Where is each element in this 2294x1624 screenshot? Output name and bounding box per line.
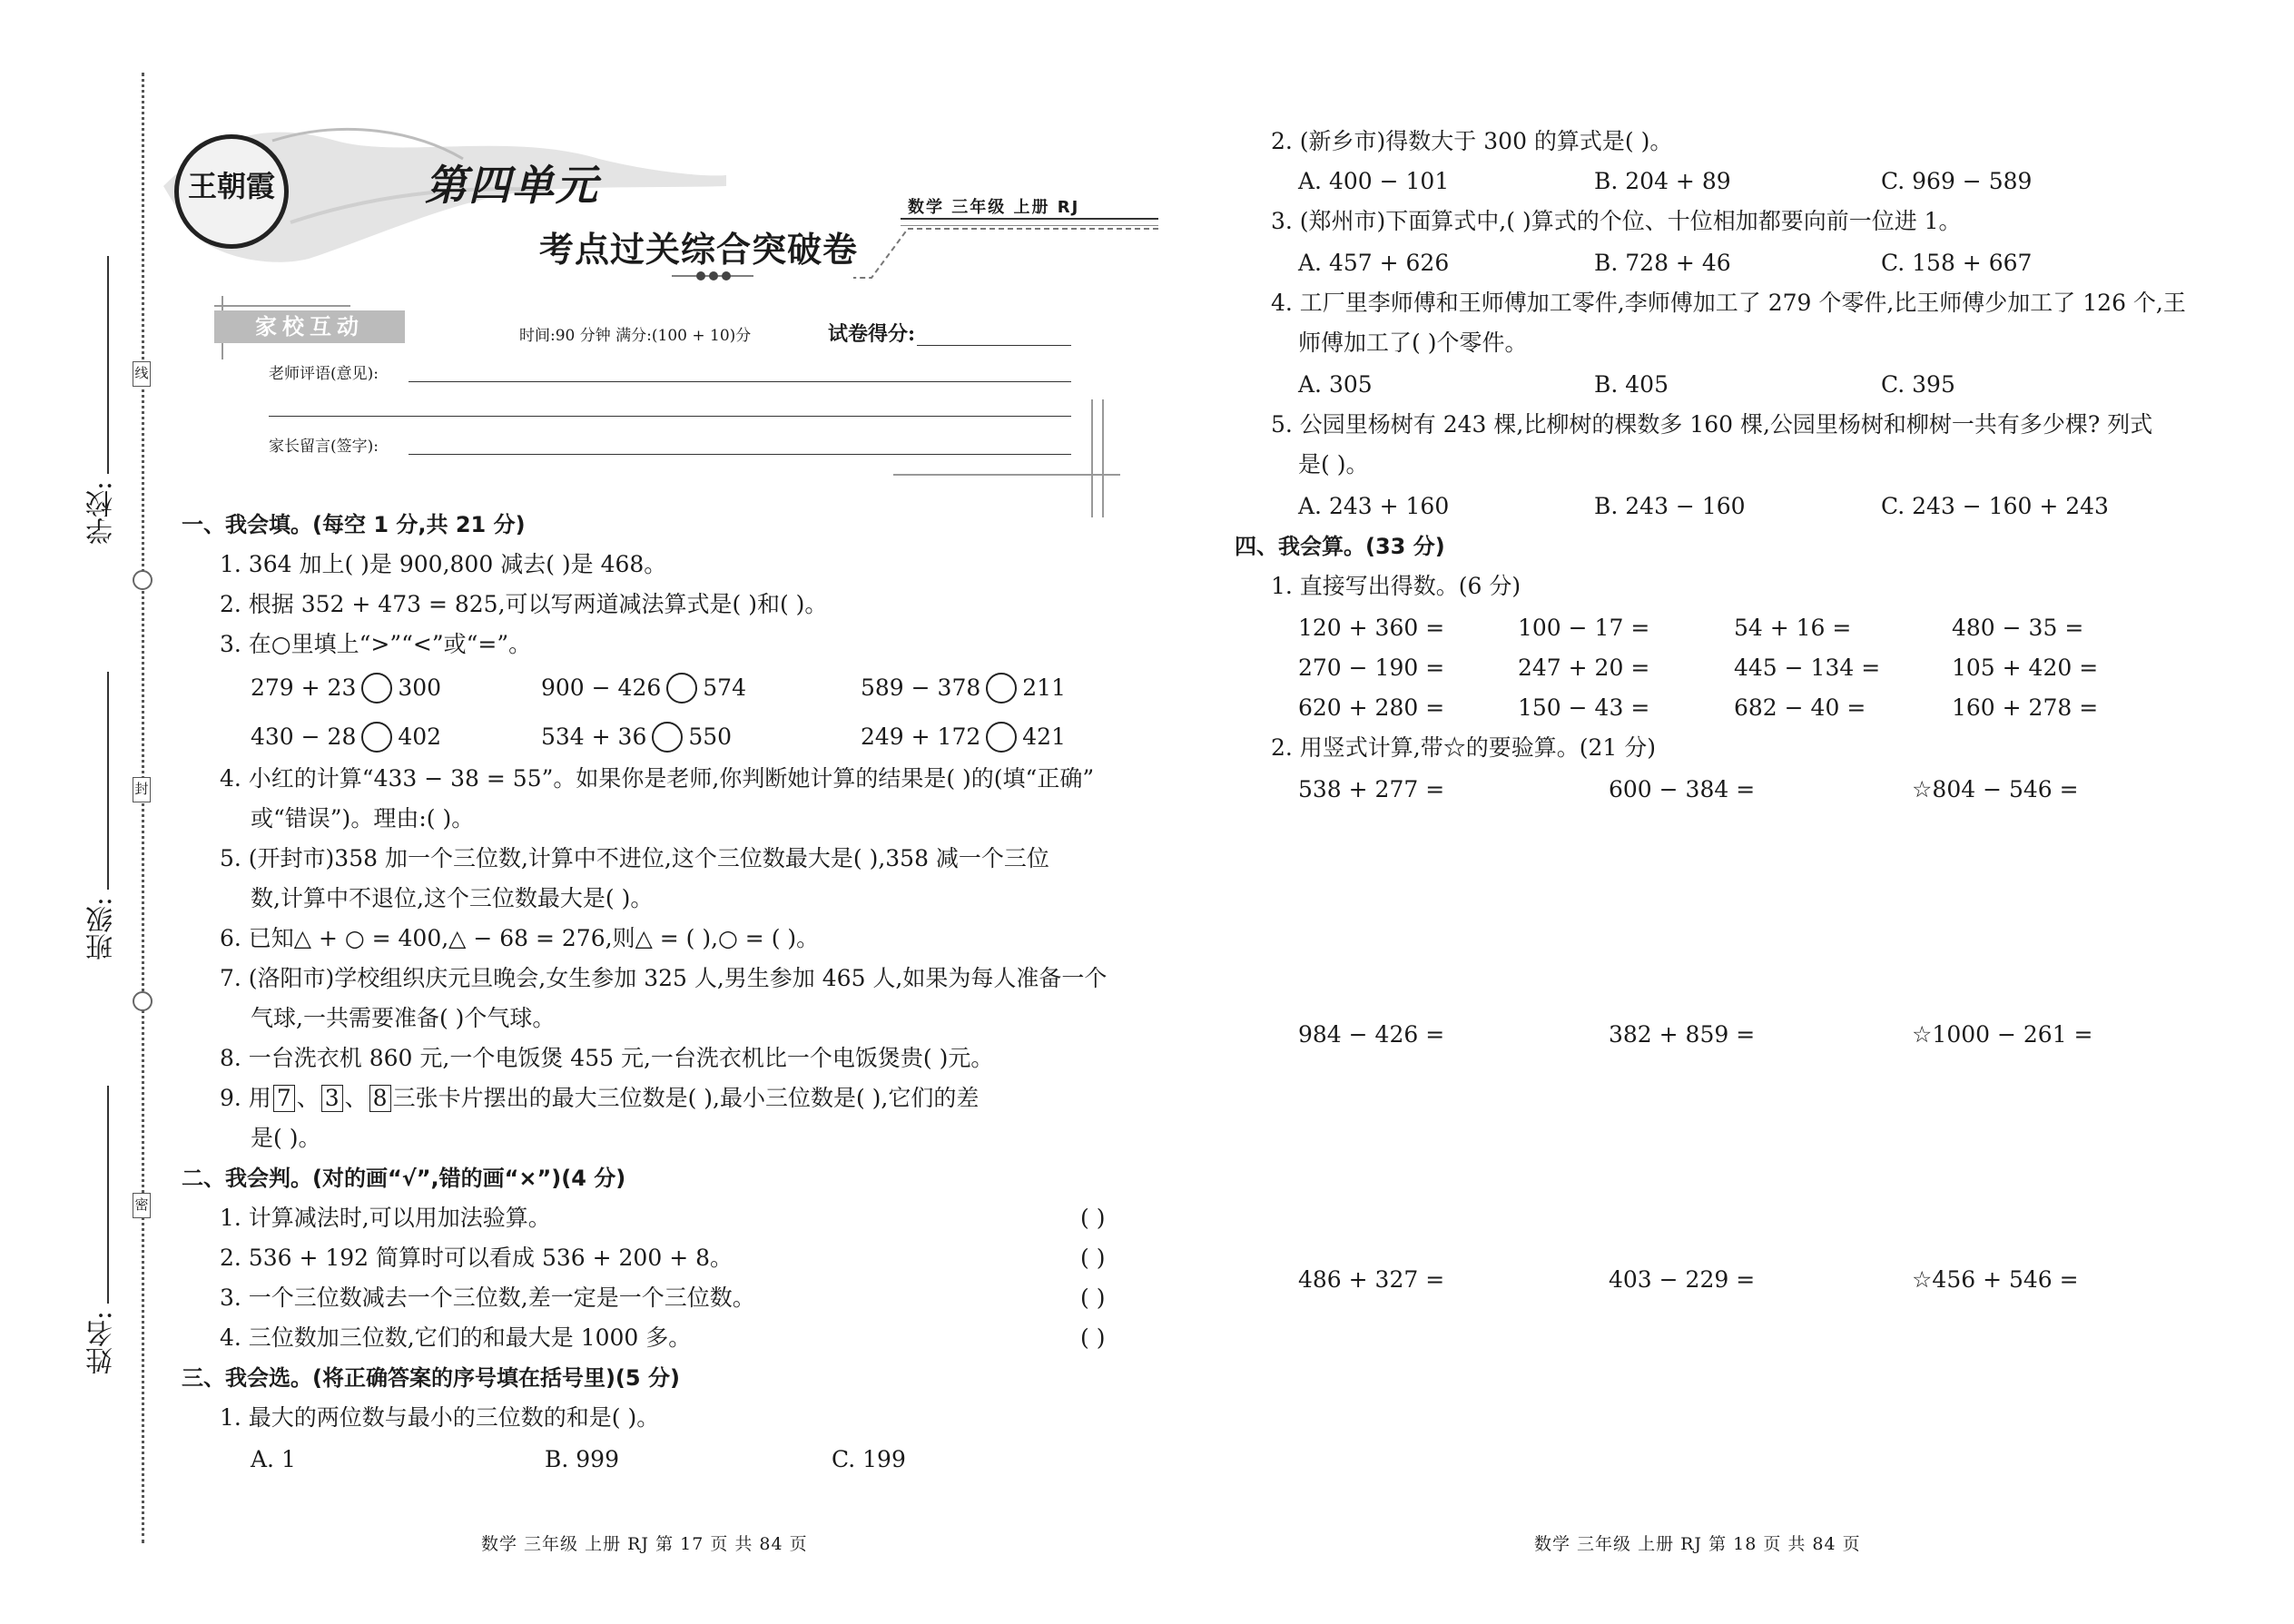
class-label: 班级: [86,897,118,961]
choice-option[interactable]: A. 400 − 101 [1298,168,1450,194]
direct-calc-item[interactable]: 54 + 16 = [1734,615,1852,641]
choice-option[interactable]: A. 305 [1298,371,1373,398]
frame-right-line-2 [1102,399,1104,517]
compare-item: 430 − 28 402 [251,721,441,754]
teacher-comment-line[interactable] [409,381,1071,382]
judge-answer-paren[interactable]: ( ) [1080,1245,1106,1271]
q1-8: 8. 一台洗衣机 860 元,一个电饭煲 455 元,一台洗衣机比一个电饭煲贵( )元。 [220,1045,994,1071]
brand-logo [174,134,289,249]
school-label: 学校: [86,481,118,546]
compare-item: 279 + 23 300 [251,672,441,705]
vertical-calc-item[interactable]: 486 + 327 = [1298,1266,1445,1293]
judge-item: 3. 一个三位数减去一个三位数,差一定是一个三位数。 [220,1284,755,1311]
vertical-calc-item[interactable]: 538 + 277 = [1298,776,1445,802]
choice-option[interactable]: B. 204 + 89 [1594,168,1731,194]
compare-circle[interactable] [361,673,392,704]
number-card: 7 [273,1085,295,1112]
compare-circle[interactable] [361,722,392,753]
choice-3: 3. (郑州市)下面算式中,( )算式的个位、十位相加都要向前一位进 1。 [1271,208,1962,234]
compare-circle[interactable] [986,722,1017,753]
unit-title: 第四单元 [425,161,599,210]
direct-calc-item[interactable]: 100 − 17 = [1518,615,1650,641]
name-label: 姓名: [86,1311,118,1375]
frame-top-line [214,305,350,307]
choice-option[interactable]: C. 969 − 589 [1881,168,2033,194]
compare-item: 589 − 378 211 [861,672,1066,705]
section-1-title: 一、我会填。(每空 1 分,共 21 分) [182,512,526,537]
number-card: 3 [321,1085,343,1112]
direct-calc-item[interactable]: 682 − 40 = [1734,694,1866,721]
direct-calc-item[interactable]: 620 + 280 = [1298,694,1445,721]
q1-3: 3. 在○里填上“>”“<”或“=”。 [220,631,532,657]
vertical-calc-item[interactable]: ☆1000 − 261 = [1912,1021,2093,1048]
choice-option[interactable]: B. 728 + 46 [1594,250,1731,276]
choice-option[interactable]: B. 405 [1594,371,1669,398]
teacher-comment-line-2[interactable] [269,416,1071,417]
binding-hole [133,570,153,590]
vertical-calc-item[interactable]: 382 + 859 = [1609,1021,1756,1048]
vertical-calc-item[interactable]: 984 − 426 = [1298,1021,1445,1048]
teacher-comment-label: 老师评语(意见): [269,365,379,383]
section-2-title: 二、我会判。(对的画“√”,错的画“×”)(4 分) [182,1166,626,1191]
parent-comment-label: 家长留言(签字): [269,438,379,456]
calc-sub-2-title: 2. 用竖式计算,带☆的要验算。(21 分) [1271,734,1657,761]
q1-9-line2: 是( )。 [251,1125,321,1151]
exam-score-blank[interactable] [917,345,1071,346]
binding-dotted-line [142,73,144,1543]
header-dashed-connector [853,223,1162,287]
name-write-line[interactable] [107,1086,109,1304]
frame-right-line [1091,399,1093,517]
choice-2: 2. (新乡市)得数大于 300 的算式是( )。 [1271,128,1673,154]
judge-answer-paren[interactable]: ( ) [1080,1205,1106,1231]
compare-circle[interactable] [986,673,1017,704]
section-3-title: 三、我会选。(将正确答案的序号填在括号里)(5 分) [182,1365,680,1391]
choice-option[interactable]: B. 999 [545,1446,619,1472]
q1-5-line1: 5. (开封市)358 加一个三位数,计算中不进位,这个三位数最大是( ),358 减一个三位 [220,845,1049,871]
choice-option[interactable]: A. 243 + 160 [1298,493,1450,519]
compare-item: 249 + 172 421 [861,721,1066,754]
vertical-calc-item[interactable]: 403 − 229 = [1609,1266,1756,1293]
q1-4-line2: 或“错误”)。理由:( )。 [251,805,475,832]
compare-circle[interactable] [666,673,697,704]
q1-4-line1: 4. 小红的计算“433 − 38 = 55”。如果你是老师,你判断她计算的结果是( )的(填“正确” [220,765,1095,792]
direct-calc-item[interactable]: 150 − 43 = [1518,694,1650,721]
choice-option[interactable]: C. 243 − 160 + 243 [1881,493,2109,519]
binding-tag-secret: 密 [133,1193,151,1218]
class-write-line[interactable] [107,672,109,890]
exam-score-label: 试卷得分: [828,322,916,346]
family-school-label: 家校互动 [214,310,405,343]
q1-9-line1: 9. 用 7 、 3 、 8 三张卡片摆出的最大三位数是( ),最小三位数是( ),它们的差 [220,1085,980,1111]
parent-comment-line[interactable] [409,454,1071,455]
direct-calc-item[interactable]: 270 − 190 = [1298,655,1445,681]
brand-logo-text: 王朝霞 [187,169,275,203]
choice-option[interactable]: C. 199 [832,1446,906,1472]
choice-option[interactable]: B. 243 − 160 [1594,493,1746,519]
choice-option[interactable]: C. 395 [1881,371,1955,398]
q1-6: 6. 已知△ + ○ = 400,△ − 68 = 276,则△ = ( ),○ = ( )。 [220,925,820,951]
judge-answer-paren[interactable]: ( ) [1080,1284,1106,1311]
direct-calc-item[interactable]: 160 + 278 = [1952,694,2099,721]
section-4-title: 四、我会算。(33 分) [1235,534,1445,559]
binding-tag-seal: 封 [133,777,151,802]
judge-item: 4. 三位数加三位数,它们的和最大是 1000 多。 [220,1324,692,1351]
binding-tag-line: 线 [133,361,151,387]
q1-5-line2: 数,计算中不退位,这个三位数最大是( )。 [251,885,654,911]
judge-answer-paren[interactable]: ( ) [1080,1324,1106,1351]
choice-4-line2: 师傅加工了( )个零件。 [1298,330,1528,356]
q1-7-line1: 7. (洛阳市)学校组织庆元旦晚会,女生参加 325 人,男生参加 465 人,如果为每人准备一个 [220,965,1108,991]
choice-5-line1: 5. 公园里杨树有 243 棵,比柳树的棵数多 160 棵,公园里杨树和柳树一共有多少棵? 列式 [1271,411,2153,438]
direct-calc-item[interactable]: 120 + 360 = [1298,615,1445,641]
school-write-line[interactable] [107,256,109,474]
vertical-calc-item[interactable]: ☆456 + 546 = [1912,1266,2079,1293]
binding-hole [133,991,153,1011]
judge-item: 1. 计算减法时,可以用加法验算。 [220,1205,551,1231]
choice-5-line2: 是( )。 [1298,451,1369,477]
q1-2: 2. 根据 352 + 473 = 825,可以写两道减法算式是( )和( )。 [220,591,828,617]
choice-4-line1: 4. 工厂里李师傅和王师傅加工零件,李师傅加工了 279 个零件,比王师傅少加工了 126 个,王 [1271,290,2186,316]
choice-option[interactable]: A. 1 [251,1446,296,1472]
page-footer-right: 数学 三年级 上册 RJ 第 18 页 共 84 页 [1534,1534,1861,1554]
vertical-calc-item[interactable]: ☆804 − 546 = [1912,776,2079,802]
page-footer-left: 数学 三年级 上册 RJ 第 17 页 共 84 页 [481,1534,808,1554]
judge-item: 2. 536 + 192 简算时可以看成 536 + 200 + 8。 [220,1245,733,1271]
calc-sub-1-title: 1. 直接写出得数。(6 分) [1271,573,1521,599]
ornament-dots [672,269,753,283]
compare-circle[interactable] [652,722,683,753]
direct-calc-item[interactable]: 247 + 20 = [1518,655,1650,681]
frame-bottom-line [893,474,1120,476]
vertical-calc-item[interactable]: 600 − 384 = [1609,776,1756,802]
direct-calc-item[interactable]: 445 − 134 = [1734,655,1881,681]
direct-calc-item[interactable]: 105 + 420 = [1952,655,2099,681]
q1-1: 1. 364 加上( )是 900,800 减去( )是 468。 [220,551,667,577]
exam-subtitle: 考点过关综合突破卷 [539,229,859,270]
time-score-info: 时间:90 分钟 满分:(100 + 10)分 [519,327,752,345]
q1-7-line2: 气球,一共需要准备( )个气球。 [251,1005,556,1031]
compare-item: 900 − 426 574 [541,672,746,705]
header-tags: 数学 三年级 上册 RJ [908,198,1080,217]
direct-calc-item[interactable]: 480 − 35 = [1952,615,2084,641]
choice-option[interactable]: A. 457 + 626 [1298,250,1450,276]
compare-item: 534 + 36 550 [541,721,732,754]
choice-1: 1. 最大的两位数与最小的三位数的和是( )。 [220,1404,660,1431]
number-card: 8 [369,1085,391,1112]
choice-option[interactable]: C. 158 + 667 [1881,250,2033,276]
